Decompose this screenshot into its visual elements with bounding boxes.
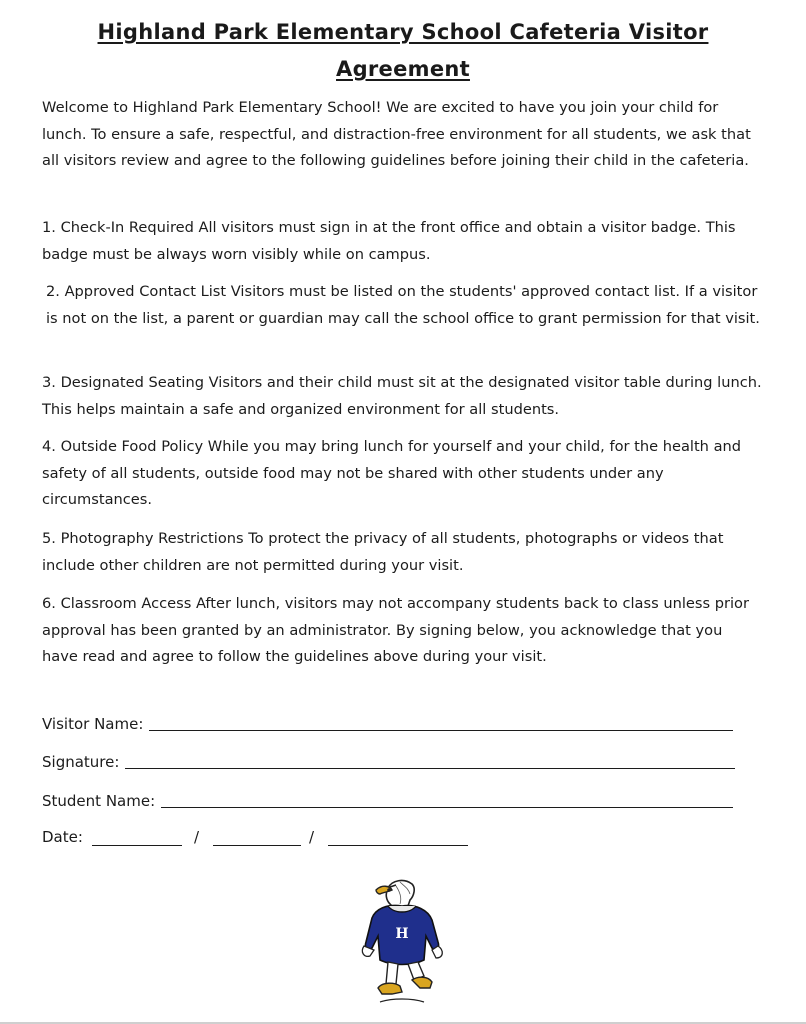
signature-field[interactable]: [42, 746, 735, 772]
date-separator: /: [309, 828, 315, 846]
signature-label: Signature:: [42, 753, 120, 771]
intro-paragraph: Welcome to Highland Park Elementary School! We are excited to have you join your child for lunch. To ensure a safe, respectful, and distraction-free environment for all students, we ask that all visitors review and agree to the following guidelines before joining their child in the cafeteria.: [42, 99, 751, 170]
mascot-sweater-letter: H: [395, 926, 409, 942]
eagle-mascot-drawing: [352, 876, 452, 1008]
date-separator: /: [194, 828, 200, 846]
student-name-line[interactable]: [161, 806, 733, 808]
visitor-name-label: Visitor Name:: [42, 715, 144, 733]
rule-approved-contact-list: 2. Approved Contact List Visitors must be listed on the students' approved contact list. If a visitor is not on the list, a parent or guardian may call the school office to grant permission for that visit.: [46, 283, 760, 327]
signature-line[interactable]: [125, 767, 735, 769]
rule-outside-food: 4. Outside Food Policy While you may bring lunch for yourself and your child, for the health and safety of all students, outside food may not be shared with other students under any circumstances.: [42, 438, 742, 509]
student-name-field[interactable]: [42, 785, 733, 811]
rule-classroom-access: 6. Classroom Access After lunch, visitors may not accompany students back to class unless prior approval has been granted by an administrator. By signing below, you acknowledge that you have read and agree to follow the guidelines above during your visit.: [42, 595, 749, 666]
rule-designated-seating: 3. Designated Seating Visitors and their child must sit at the designated visitor table during lunch. This helps maintain a safe and organized environment for all students.: [42, 374, 762, 418]
rule-check-in: 1. Check-In Required All visitors must sign in at the front office and obtain a visitor badge. This badge must be always worn visibly while on campus.: [42, 219, 736, 263]
date-month-line[interactable]: [92, 844, 182, 846]
rule-photography: 5. Photography Restrictions To protect the privacy of all students, photographs or videos that include other children are not permitted during your visit.: [42, 530, 724, 574]
eagle-mascot-icon: [352, 876, 452, 1008]
visitor-name-field[interactable]: [42, 708, 733, 734]
page-title: Highland Park Elementary School Cafeteria Visitor: [97, 20, 709, 44]
visitor-name-line[interactable]: [149, 729, 733, 731]
date-day-line[interactable]: [213, 844, 301, 846]
student-name-label: Student Name:: [42, 792, 156, 810]
date-year-line[interactable]: [328, 844, 468, 846]
date-label: Date:: [42, 828, 83, 846]
page-title-continued: Agreement: [336, 57, 470, 81]
